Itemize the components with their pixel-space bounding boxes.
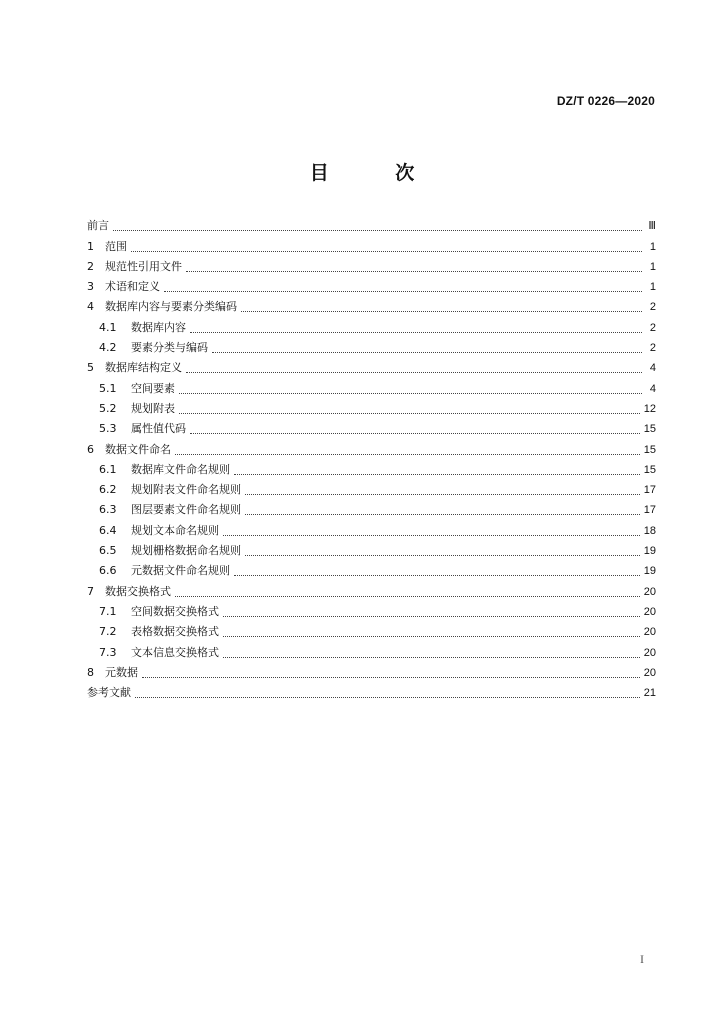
toc-dot-leader bbox=[190, 433, 640, 434]
toc-entry-page: 20 bbox=[643, 666, 656, 679]
toc-entry[interactable] bbox=[87, 460, 656, 480]
toc-entry-label: 元数据文件命名规则 bbox=[131, 564, 230, 578]
toc-entry-page: 4 bbox=[649, 382, 656, 395]
toc-entry-number: 6.3 bbox=[99, 503, 117, 517]
toc-entry[interactable] bbox=[87, 216, 656, 236]
toc-dot-leader bbox=[175, 454, 640, 455]
toc-dot-leader bbox=[245, 514, 640, 515]
toc-dot-leader bbox=[135, 697, 640, 698]
toc-dot-leader bbox=[113, 230, 642, 231]
toc-entry-number: 5.1 bbox=[99, 381, 117, 395]
toc-entry-page: 21 bbox=[643, 687, 656, 700]
toc-entry[interactable] bbox=[87, 419, 656, 439]
toc-entry[interactable] bbox=[87, 602, 656, 622]
toc-entry-page: 17 bbox=[643, 504, 656, 517]
toc-entry[interactable] bbox=[87, 581, 656, 601]
toc-entry-label: 规划附表 bbox=[131, 401, 175, 415]
toc-entry-label: 要素分类与编码 bbox=[131, 341, 208, 355]
toc-entry-number: 8 bbox=[87, 665, 94, 679]
toc-entry[interactable] bbox=[87, 439, 656, 459]
toc-dot-leader bbox=[186, 372, 642, 373]
toc-dot-leader bbox=[223, 657, 640, 658]
toc-entry[interactable] bbox=[87, 561, 656, 581]
toc-entry[interactable] bbox=[87, 663, 656, 683]
toc-entry-number: 6.2 bbox=[99, 483, 117, 497]
toc-dot-leader bbox=[190, 332, 642, 333]
toc-dot-leader bbox=[179, 393, 642, 394]
toc-entry[interactable] bbox=[87, 317, 656, 337]
toc-entry[interactable] bbox=[87, 338, 656, 358]
page-title: 目 次 bbox=[309, 162, 445, 184]
toc-dot-leader bbox=[186, 271, 642, 272]
toc-entry-label: 规划附表文件命名规则 bbox=[131, 483, 241, 497]
toc-dot-leader bbox=[223, 636, 640, 637]
toc-entry-page: 19 bbox=[643, 565, 656, 578]
toc-entry-number: 6.5 bbox=[99, 544, 117, 558]
toc-entry-label: 规范性引用文件 bbox=[105, 259, 182, 273]
toc-entry-label: 空间要素 bbox=[131, 381, 175, 395]
toc-entry[interactable] bbox=[87, 399, 656, 419]
toc-entry[interactable] bbox=[87, 358, 656, 378]
standard-code: DZ/T 0226—2020 bbox=[556, 94, 655, 108]
toc-entry-page: 18 bbox=[643, 524, 656, 537]
toc-entry-label: 属性值代码 bbox=[131, 422, 186, 436]
toc-entry-page: 15 bbox=[643, 463, 656, 476]
toc-entry[interactable] bbox=[87, 642, 656, 662]
toc-entry-page: 15 bbox=[643, 423, 656, 436]
toc-dot-leader bbox=[234, 474, 640, 475]
toc-entry-page: Ⅲ bbox=[648, 220, 656, 233]
toc-entry[interactable] bbox=[87, 622, 656, 642]
toc-entry[interactable] bbox=[87, 378, 656, 398]
toc-entry-label: 数据库结构定义 bbox=[105, 361, 182, 375]
toc-entry-number: 6.1 bbox=[99, 462, 117, 476]
toc-entry-number: 5.2 bbox=[99, 401, 117, 415]
toc-dot-leader bbox=[234, 575, 640, 576]
toc-entry-label: 图层要素文件命名规则 bbox=[131, 503, 241, 517]
toc-entry-number: 7.3 bbox=[99, 645, 117, 659]
toc-entry[interactable] bbox=[87, 683, 656, 703]
toc-entry-page: 20 bbox=[643, 605, 656, 618]
toc-dot-leader bbox=[241, 311, 642, 312]
toc-dot-leader bbox=[223, 535, 640, 536]
toc-entry-number: 7.2 bbox=[99, 625, 117, 639]
toc-entry-page: 19 bbox=[643, 545, 656, 558]
toc-entry-number: 5.3 bbox=[99, 422, 117, 436]
toc-entry-number: 6 bbox=[87, 442, 94, 456]
toc-entry-page: 1 bbox=[649, 240, 656, 253]
toc-entry-label: 元数据 bbox=[105, 665, 138, 679]
toc-dot-leader bbox=[179, 413, 640, 414]
toc-dot-leader bbox=[245, 494, 640, 495]
toc-entry-page: 2 bbox=[649, 301, 656, 314]
toc-entry-page: 2 bbox=[649, 342, 656, 355]
toc-entry-number: 7 bbox=[87, 584, 94, 598]
toc-dot-leader bbox=[212, 352, 642, 353]
toc-entry[interactable] bbox=[87, 541, 656, 561]
toc-dot-leader bbox=[223, 616, 640, 617]
toc-entry-label: 术语和定义 bbox=[105, 280, 160, 294]
toc-entry-label: 表格数据交换格式 bbox=[131, 625, 219, 639]
toc-entry[interactable] bbox=[87, 500, 656, 520]
toc-entry-number: 4 bbox=[87, 300, 94, 314]
toc-entry-page: 20 bbox=[643, 585, 656, 598]
toc-entry-page: 15 bbox=[643, 443, 656, 456]
toc-entry-page: 17 bbox=[643, 484, 656, 497]
toc-entry[interactable] bbox=[87, 520, 656, 540]
toc-entry-label: 空间数据交换格式 bbox=[131, 604, 219, 618]
toc-entry-page: 2 bbox=[649, 321, 656, 334]
toc-entry-number: 4.2 bbox=[99, 341, 117, 355]
toc-entry[interactable] bbox=[87, 480, 656, 500]
toc-entry[interactable] bbox=[87, 297, 656, 317]
toc-entry-number: 6.4 bbox=[99, 523, 117, 537]
toc-entry-label: 参考文献 bbox=[87, 686, 131, 700]
toc-entry-number: 2 bbox=[87, 259, 94, 273]
toc-dot-leader bbox=[131, 251, 642, 252]
toc-entry-number: 5 bbox=[87, 361, 94, 375]
toc-entry-label: 规划栅格数据命名规则 bbox=[131, 544, 241, 558]
table-of-contents bbox=[87, 216, 656, 703]
toc-entry-page: 1 bbox=[649, 260, 656, 273]
toc-entry-label: 范围 bbox=[105, 239, 127, 253]
toc-entry-label: 数据库内容与要素分类编码 bbox=[105, 300, 237, 314]
toc-entry-number: 7.1 bbox=[99, 604, 117, 618]
toc-entry-page: 20 bbox=[643, 626, 656, 639]
toc-entry-label: 数据交换格式 bbox=[105, 584, 171, 598]
toc-entry-page: 12 bbox=[643, 402, 656, 415]
toc-dot-leader bbox=[245, 555, 640, 556]
toc-entry-label: 文本信息交换格式 bbox=[131, 645, 219, 659]
toc-entry-label: 规划文本命名规则 bbox=[131, 523, 219, 537]
toc-entry-number: 6.6 bbox=[99, 564, 117, 578]
toc-dot-leader bbox=[142, 677, 640, 678]
toc-entry-page: 1 bbox=[649, 281, 656, 294]
toc-entry-label: 数据库内容 bbox=[131, 320, 186, 334]
toc-entry-label: 数据文件命名 bbox=[105, 442, 171, 456]
toc-entry-page: 4 bbox=[649, 362, 656, 375]
toc-entry-number: 1 bbox=[87, 239, 94, 253]
toc-entry[interactable] bbox=[87, 257, 656, 277]
toc-entry-number: 3 bbox=[87, 280, 94, 294]
toc-entry[interactable] bbox=[87, 236, 656, 256]
toc-entry-label: 前言 bbox=[87, 219, 109, 233]
toc-entry-page: 20 bbox=[643, 646, 656, 659]
toc-entry-number: 4.1 bbox=[99, 320, 117, 334]
toc-dot-leader bbox=[175, 596, 640, 597]
page-number: I bbox=[640, 952, 644, 966]
toc-dot-leader bbox=[164, 291, 642, 292]
toc-entry[interactable] bbox=[87, 277, 656, 297]
toc-entry-label: 数据库文件命名规则 bbox=[131, 462, 230, 476]
